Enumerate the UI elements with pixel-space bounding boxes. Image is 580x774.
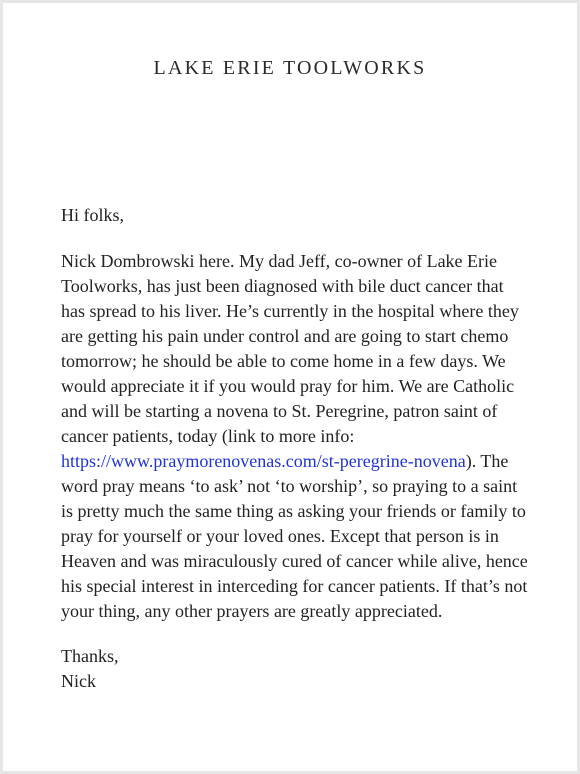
letter-main-paragraph <box>61 249 529 624</box>
novena-link[interactable]: https://www.praymorenovenas.com/st-peregrine-novena <box>61 451 466 471</box>
letter-closing: Thanks, <box>61 646 119 666</box>
paragraph-text-before-link: Nick Dombrowski here. My dad Jeff, co-owner of Lake Erie Toolworks, has just been diagnosed with bile duct cancer that has spread to his liver. He’s currently in the hospital where they are getting his pain under control and are going to start chemo tomorrow; he should be able to come home in a few days. We would appreciate it if you would pray for him. We are Catholic and will be starting a novena to St. Peregrine, patron saint of cancer patients, today (link to more info: <box>61 251 519 446</box>
letter-greeting: Hi folks, <box>61 205 124 225</box>
letter-signature: Nick <box>61 671 96 691</box>
letterhead-title: LAKE ERIE TOOLWORKS <box>153 57 427 79</box>
paragraph-text-after-link: ). The word pray means ‘to ask’ not ‘to worship’, so praying to a saint is pretty much the same thing as asking your friends or family to pray for yourself or your loved ones. Except that person is in Heaven and was miraculously cured of cancer while alive, hence his special interest in interceding for cancer patients. If that’s not your thing, any other prayers are greatly appreciated. <box>61 451 528 621</box>
letter-body <box>61 203 529 694</box>
document-page <box>3 3 577 771</box>
